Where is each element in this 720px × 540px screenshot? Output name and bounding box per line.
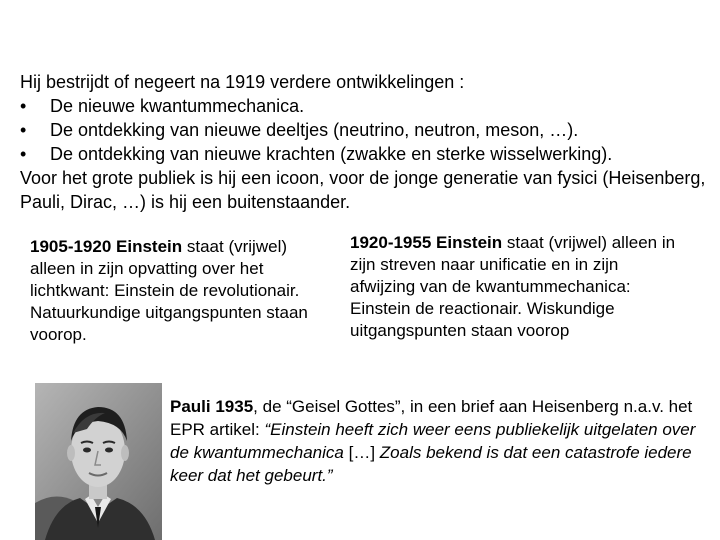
quote-text-part-2: Zoals bekend is dat een catastrofe iedere keer dat het gebeurt.” (170, 443, 692, 485)
intro-text (20, 70, 710, 214)
bullet-marker: • (20, 144, 27, 164)
portrait-illustration (35, 383, 162, 540)
quote-author: Pauli 1935 (170, 397, 254, 416)
quote-context: , de “Geisel Gottes”, in een brief aan Heisenberg n.a.v. het EPR artikel: (170, 397, 693, 439)
einstein-reactionary-box (350, 232, 680, 342)
bullet-text: De nieuwe kwantummechanica. (50, 96, 305, 116)
left-box-text: staat (vrijwel) alleen in zijn opvatting over het lichtkwant: Einstein de revolutionair. Natuurkundige uitgangspunten staan voorop. (30, 237, 308, 344)
list-item (20, 94, 710, 118)
bullet-marker: • (20, 96, 27, 116)
bullet-text: De ontdekking van nieuwe deeltjes (neutrino, neutron, meson, …). (50, 120, 579, 140)
intro-bullet-list (20, 94, 710, 166)
bullet-text: De ontdekking van nieuwe krachten (zwakke en sterke wisselwerking). (50, 144, 613, 164)
list-item (20, 142, 710, 166)
pauli-portrait-photo (35, 383, 162, 540)
list-item (20, 118, 710, 142)
einstein-revolutionary-box (30, 236, 320, 346)
bullet-marker: • (20, 120, 27, 140)
right-box-text: staat (vrijwel) alleen in zijn streven naar unificatie en in zijn afwijzing van de kwantummechanica: Einstein de reactionair. Wiskundige uitgangspunten staan voorop (350, 233, 676, 340)
quote-ellipsis: […] (348, 443, 376, 462)
period-label-1920-1955: 1920-1955 Einstein (350, 233, 503, 252)
period-label-1905-1920: 1905-1920 Einstein (30, 237, 183, 256)
intro-closing: Voor het grote publiek is hij een icoon, voor de jonge generatie van fysici (Heisenberg, Pauli, Dirac, …) is hij een buitenstaander. (20, 168, 706, 212)
pauli-quote (170, 395, 715, 487)
intro-lead: Hij bestrijdt of negeert na 1919 verdere ontwikkelingen : (20, 72, 465, 92)
quote-text-part-1: “Einstein heeft zich weer eens publiekelijk uitgelaten over de kwantummechanica (170, 420, 696, 462)
